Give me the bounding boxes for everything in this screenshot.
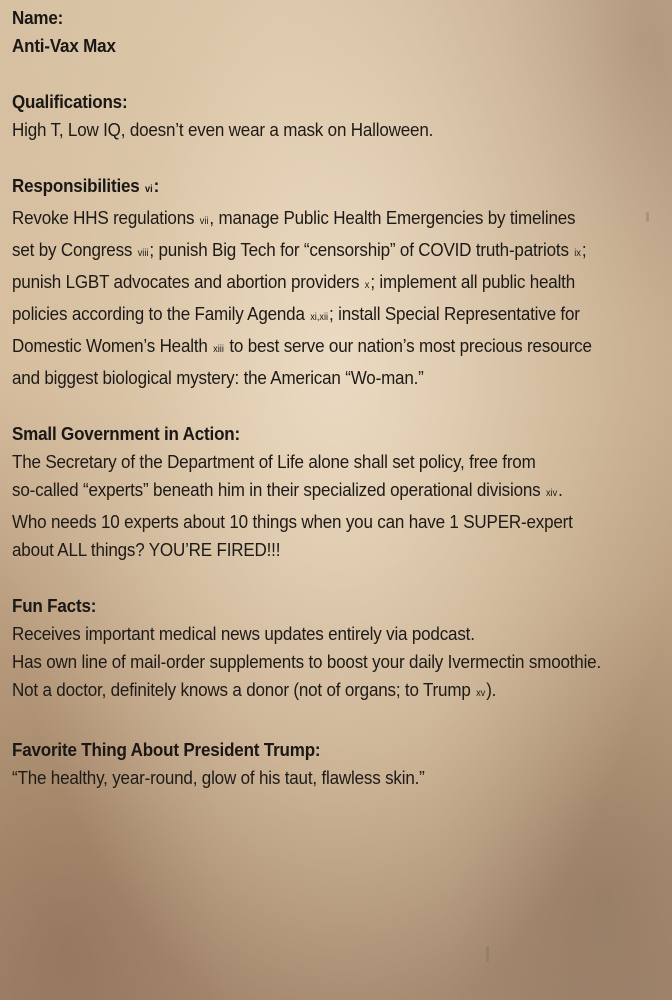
text-segment: , manage Public Health Emergencies by timelines bbox=[209, 207, 576, 228]
footnote-ref: xv bbox=[476, 688, 486, 699]
responsibilities-line bbox=[12, 332, 608, 364]
responsibilities-line bbox=[12, 204, 608, 236]
qualifications-text: High T, Low IQ, doesn’t even wear a mask on Halloween. bbox=[12, 119, 434, 140]
responsibilities-heading-text: Responsibilities bbox=[12, 175, 140, 196]
responsibilities-line bbox=[12, 268, 608, 300]
footnote-ref: vi bbox=[145, 184, 153, 195]
qualifications-section bbox=[12, 88, 660, 144]
footnote-ref: ix bbox=[574, 248, 581, 259]
text-segment: punish LGBT advocates and abortion providers bbox=[12, 271, 364, 292]
text-segment: policies according to the Family Agenda bbox=[12, 303, 310, 324]
fun-fact-item bbox=[12, 676, 608, 708]
paper-speck bbox=[486, 946, 489, 962]
paper-speck bbox=[646, 212, 649, 222]
responsibilities-section bbox=[12, 172, 660, 392]
small-government-line: Who needs 10 experts about 10 things when you can have 1 SUPER-expert bbox=[12, 511, 573, 532]
text-segment: to best serve our nation’s most precious resource bbox=[224, 335, 592, 356]
responsibilities-line bbox=[12, 300, 608, 332]
qualifications-heading: Qualifications: bbox=[12, 91, 128, 112]
footnote-ref: xi,xii bbox=[310, 312, 329, 323]
favorite-thing-quote: “The healthy, year-round, glow of his taut, flawless skin.” bbox=[12, 767, 425, 788]
text-segment: Not a doctor, definitely knows a donor (not of organs; to Trump bbox=[12, 679, 476, 700]
small-government-heading: Small Government in Action: bbox=[12, 423, 240, 444]
text-segment: ). bbox=[486, 679, 497, 700]
text-segment: Domestic Women’s Health bbox=[12, 335, 213, 356]
responsibilities-heading bbox=[12, 172, 608, 204]
text-segment: Revoke HHS regulations bbox=[12, 207, 199, 228]
text-segment: ; bbox=[581, 239, 587, 260]
responsibilities-line: and biggest biological mystery: the American “Wo-man.” bbox=[12, 367, 424, 388]
small-government-line: about ALL things? YOU’RE FIRED!!! bbox=[12, 539, 281, 560]
text-segment: . bbox=[558, 479, 563, 500]
text-segment: ; punish Big Tech for “censorship” of COVID truth-patriots bbox=[149, 239, 574, 260]
fun-fact-item: Receives important medical news updates entirely via podcast. bbox=[12, 623, 475, 644]
small-government-line bbox=[12, 476, 608, 508]
small-government-section bbox=[12, 420, 660, 564]
footnote-ref: viii bbox=[137, 248, 149, 259]
footnote-ref: vii bbox=[199, 216, 209, 227]
text-segment: set by Congress bbox=[12, 239, 137, 260]
fun-facts-section bbox=[12, 592, 660, 708]
text-segment: ; install Special Representative for bbox=[329, 303, 580, 324]
heading-colon: : bbox=[153, 175, 160, 196]
favorite-thing-section bbox=[12, 736, 660, 792]
footnote-ref: xiv bbox=[545, 488, 558, 499]
name-section bbox=[12, 4, 660, 60]
text-segment: ; implement all public health bbox=[370, 271, 576, 292]
fun-fact-item: Has own line of mail-order supplements to boost your daily Ivermectin smoothie. bbox=[12, 651, 602, 672]
small-government-line: The Secretary of the Department of Life alone shall set policy, free from bbox=[12, 451, 536, 472]
footnote-ref: xiii bbox=[213, 344, 224, 355]
text-segment: so-called “experts” beneath him in their specialized operational divisions bbox=[12, 479, 546, 500]
footnote-ref: x bbox=[364, 280, 370, 291]
fun-facts-heading: Fun Facts: bbox=[12, 595, 97, 616]
favorite-thing-heading: Favorite Thing About President Trump: bbox=[12, 739, 321, 760]
responsibilities-line bbox=[12, 236, 608, 268]
name-heading: Name: bbox=[12, 7, 64, 28]
name-value: Anti-Vax Max bbox=[12, 35, 116, 56]
